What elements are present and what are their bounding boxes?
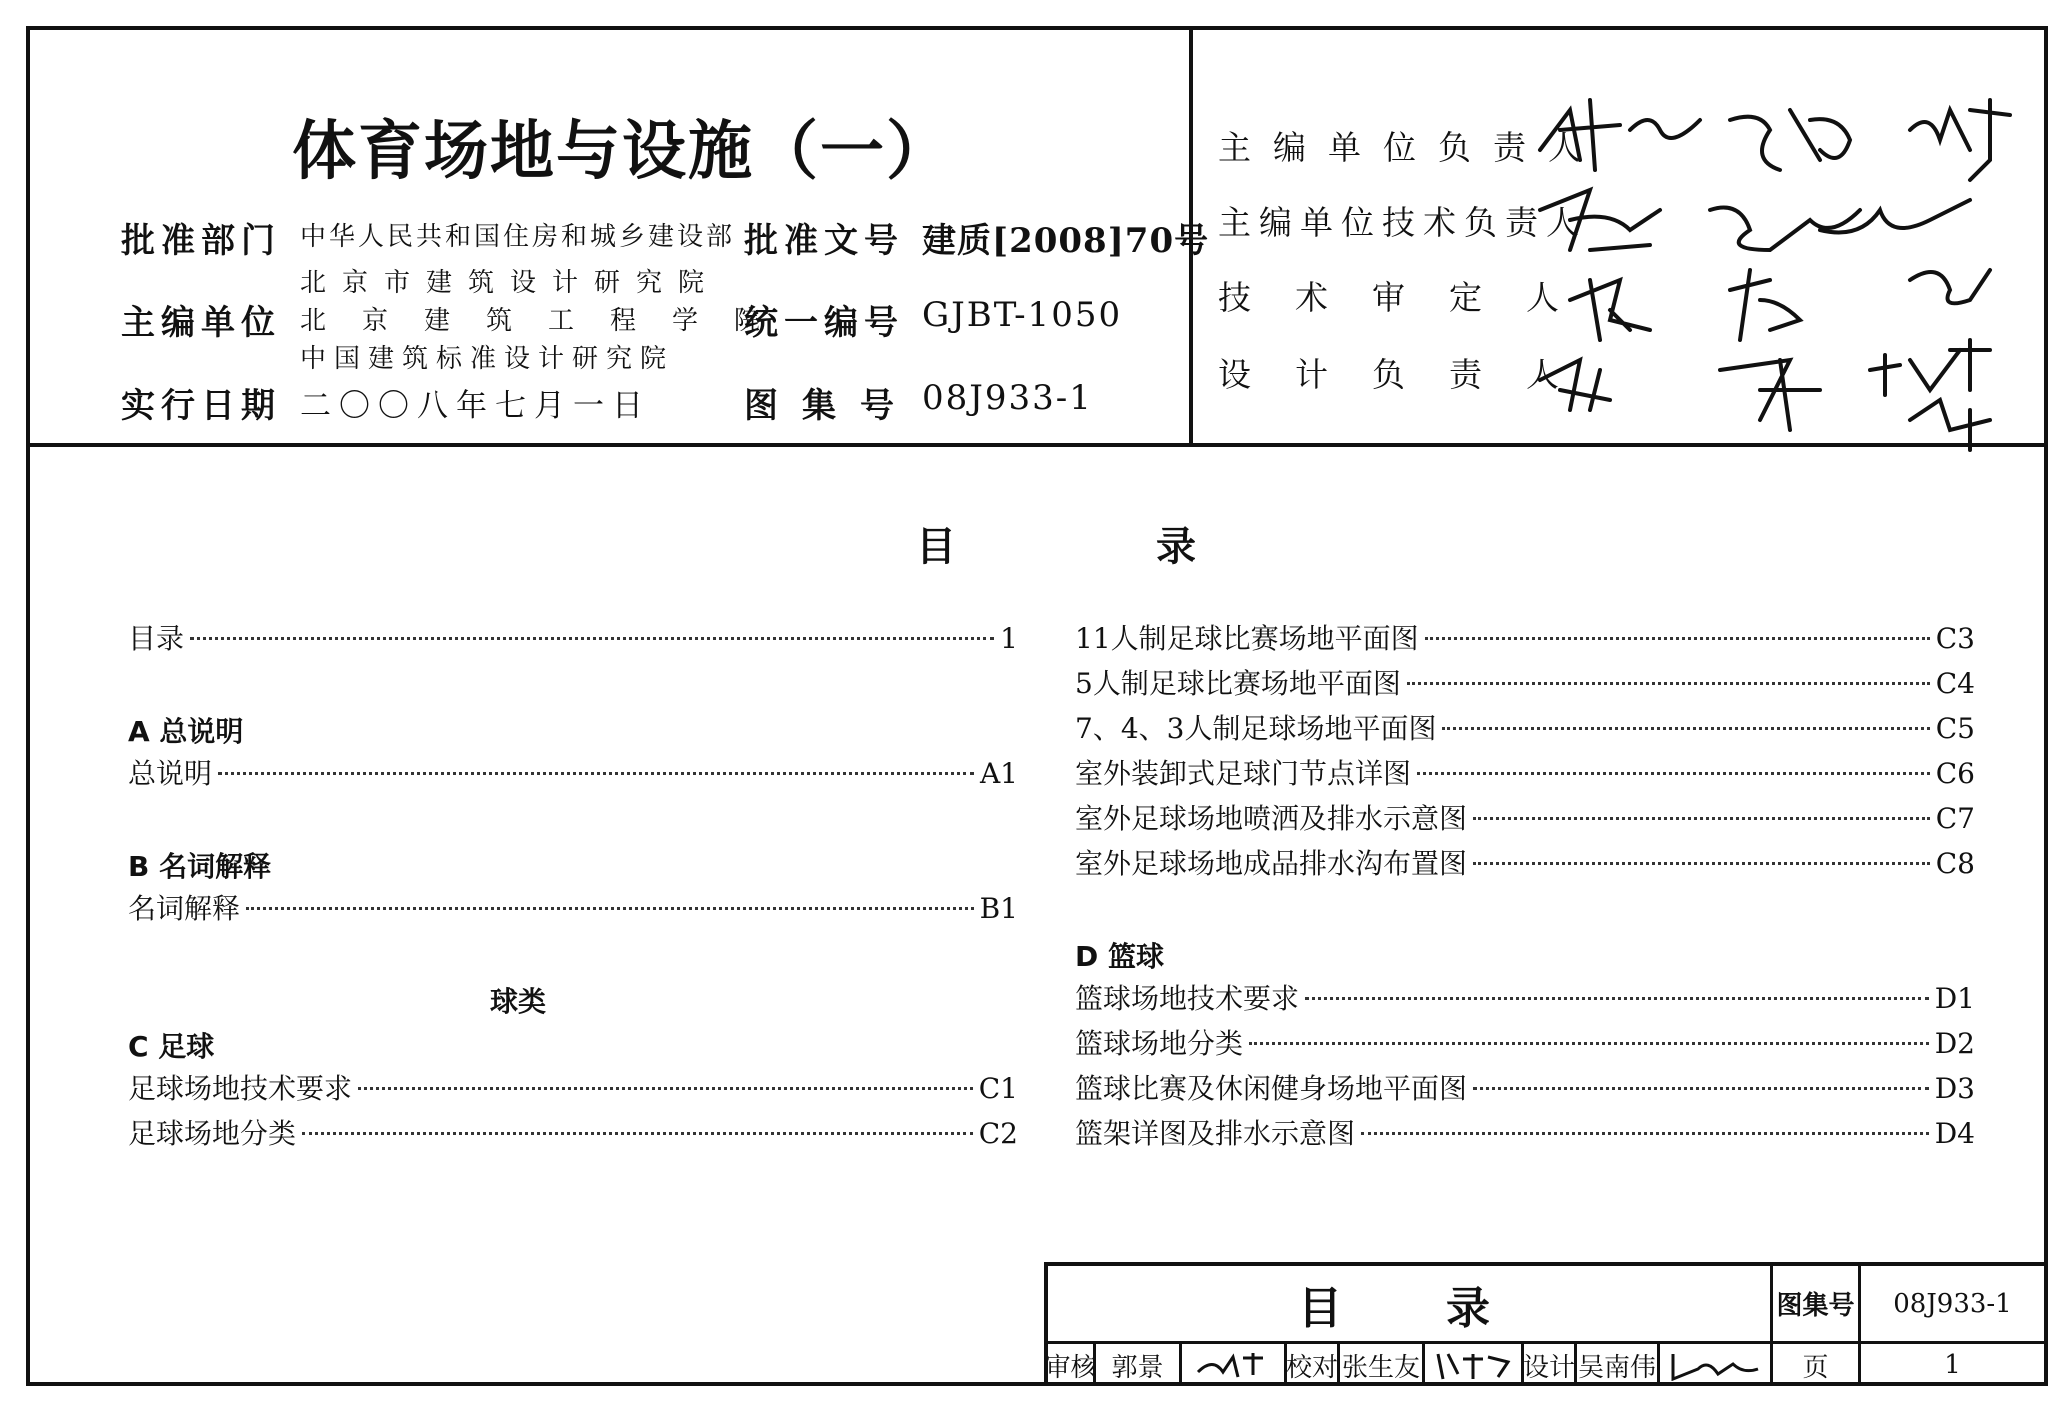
effective-date-label: 实行日期: [121, 386, 281, 426]
atlas-title: 体育场地与设施（一）: [292, 115, 952, 189]
toc-entry-label: 总说明: [128, 757, 213, 790]
dot-leader: [190, 637, 994, 640]
toc-section: C 足球: [128, 1029, 215, 1063]
toc-entry-page: D1: [1934, 982, 1975, 1015]
checker-signature: [1425, 1344, 1524, 1386]
toc-entry-page: A1: [979, 757, 1018, 790]
approval-no: 建质[2008]70号: [922, 221, 1210, 261]
title-block-atlas-no: 08J933-1: [1861, 1266, 2048, 1341]
reviewer-signature: [1182, 1344, 1287, 1386]
atlas-label: 图集号: [1773, 1266, 1861, 1341]
dot-leader: [302, 1132, 973, 1135]
dot-leader: [246, 907, 974, 910]
responsible-label-review: 技术审定人: [1218, 278, 1603, 317]
toc-entry-page: D2: [1934, 1027, 1975, 1060]
checker: 张生友: [1340, 1344, 1425, 1386]
toc-category: 球类: [489, 984, 546, 1018]
toc-entry[interactable]: [128, 752, 1018, 797]
toc-heading: 目 录: [916, 524, 1236, 570]
atlas-no: 08J933-1: [922, 378, 1093, 418]
toc-entry[interactable]: [1075, 752, 1975, 797]
design-label: 设计: [1524, 1344, 1577, 1386]
toc-entry-label: 篮球比赛及休闲健身场地平面图: [1075, 1072, 1468, 1105]
unified-no: GJBT-1050: [922, 295, 1123, 335]
toc-gap: [1075, 887, 1975, 932]
toc-section: D 篮球: [1075, 939, 1164, 973]
responsible-label-chief-unit: 主编单位负责人: [1218, 128, 1603, 167]
toc-entry[interactable]: [1075, 1112, 1975, 1157]
approval-no-label: 批准文号: [744, 221, 904, 261]
title-block: [1044, 1262, 2048, 1386]
toc-entry-label: 足球场地分类: [128, 1117, 297, 1150]
toc-entry[interactable]: [128, 1112, 1018, 1157]
dot-leader: [1407, 682, 1930, 685]
toc-entry[interactable]: [1075, 1067, 1975, 1112]
toc-section: B 名词解释: [128, 849, 272, 883]
toc-entry-page: D4: [1934, 1117, 1975, 1150]
toc-entry-label: 篮球场地技术要求: [1075, 982, 1300, 1015]
toc-entry-page: C1: [978, 1072, 1018, 1105]
toc-entry-page: D3: [1934, 1072, 1975, 1105]
toc-entry[interactable]: [1075, 617, 1975, 662]
toc-entry-page: 1: [1000, 622, 1018, 655]
reviewer: 郭景: [1096, 1344, 1182, 1386]
effective-date: 二〇〇八年七月一日: [300, 388, 651, 424]
signatures-image: [1530, 90, 2030, 460]
toc-entry-page: C5: [1935, 712, 1975, 745]
toc-entry[interactable]: [1075, 842, 1975, 887]
review-label: 审核: [1048, 1344, 1096, 1386]
chief-unit-1: 北京市建筑设计研究院: [300, 268, 721, 298]
unified-no-label: 统一编号: [744, 303, 904, 343]
toc-entry-page: B1: [979, 892, 1018, 925]
dot-leader: [1473, 817, 1930, 820]
chief-unit-3: 中国建筑标准设计研究院: [300, 344, 675, 374]
toc-entry-page: C2: [978, 1117, 1018, 1150]
title-block-title: 目 录: [1048, 1266, 1773, 1341]
designer-signature: [1660, 1344, 1773, 1386]
dot-leader: [1442, 727, 1929, 730]
dot-leader: [1473, 1087, 1929, 1090]
page-label: 页: [1773, 1344, 1861, 1386]
toc-entry-label: 7、4、3人制足球场地平面图: [1075, 712, 1437, 745]
toc-gap: [128, 932, 1018, 977]
toc-entry-label: 室外装卸式足球门节点详图: [1075, 757, 1412, 790]
responsible-label-design: 设计负责人: [1218, 355, 1603, 394]
toc-entry[interactable]: [128, 617, 1018, 662]
dot-leader: [1425, 637, 1930, 640]
dot-leader: [1249, 1042, 1929, 1045]
toc-entry-label: 篮架详图及排水示意图: [1075, 1117, 1356, 1150]
toc-entry-page: C4: [1935, 667, 1975, 700]
toc-entry-page: C3: [1935, 622, 1975, 655]
atlas-no-label: 图集号: [744, 386, 918, 426]
toc-entry-label: 11人制足球比赛场地平面图: [1075, 622, 1419, 655]
responsible-label-tech: 主编单位技术负责人: [1218, 203, 1587, 242]
toc-entry-page: C8: [1935, 847, 1975, 880]
toc-entry[interactable]: [128, 887, 1018, 932]
toc-entry-page: C6: [1935, 757, 1975, 790]
toc-entry-label: 室外足球场地成品排水沟布置图: [1075, 847, 1468, 880]
toc-gap: [128, 662, 1018, 707]
toc-entry-label: 名词解释: [128, 892, 241, 925]
toc-right-column: [1075, 617, 1975, 1157]
toc-entry[interactable]: [1075, 1022, 1975, 1067]
dot-leader: [1473, 862, 1930, 865]
dot-leader: [1305, 997, 1929, 1000]
dot-leader: [1417, 772, 1930, 775]
approval-dept: 中华人民共和国住房和城乡建设部: [300, 222, 736, 252]
approval-dept-label: 批准部门: [121, 221, 281, 261]
dot-leader: [358, 1087, 973, 1090]
check-label: 校对: [1287, 1344, 1340, 1386]
toc-entry-page: C7: [1935, 802, 1975, 835]
toc-entry[interactable]: [1075, 707, 1975, 752]
toc-entry-label: 目录: [128, 622, 185, 655]
toc-entry-label: 室外足球场地喷洒及排水示意图: [1075, 802, 1468, 835]
toc-entry-label: 足球场地技术要求: [128, 1072, 353, 1105]
toc-section: A 总说明: [128, 714, 244, 748]
dot-leader: [218, 772, 974, 775]
toc-entry[interactable]: [128, 1067, 1018, 1112]
designer: 吴南伟: [1577, 1344, 1660, 1386]
chief-unit-label: 主编单位: [121, 303, 281, 343]
toc-entry[interactable]: [1075, 797, 1975, 842]
dot-leader: [1361, 1132, 1929, 1135]
toc-entry-label: 5人制足球比赛场地平面图: [1075, 667, 1401, 700]
page-number: 1: [1861, 1344, 2048, 1386]
toc-left-column: [128, 617, 1018, 1157]
chief-unit-2: 北京建筑工程学院: [300, 306, 797, 336]
toc-gap: [128, 797, 1018, 842]
toc-entry-label: 篮球场地分类: [1075, 1027, 1244, 1060]
toc-entry[interactable]: [1075, 977, 1975, 1022]
toc-entry[interactable]: [1075, 662, 1975, 707]
